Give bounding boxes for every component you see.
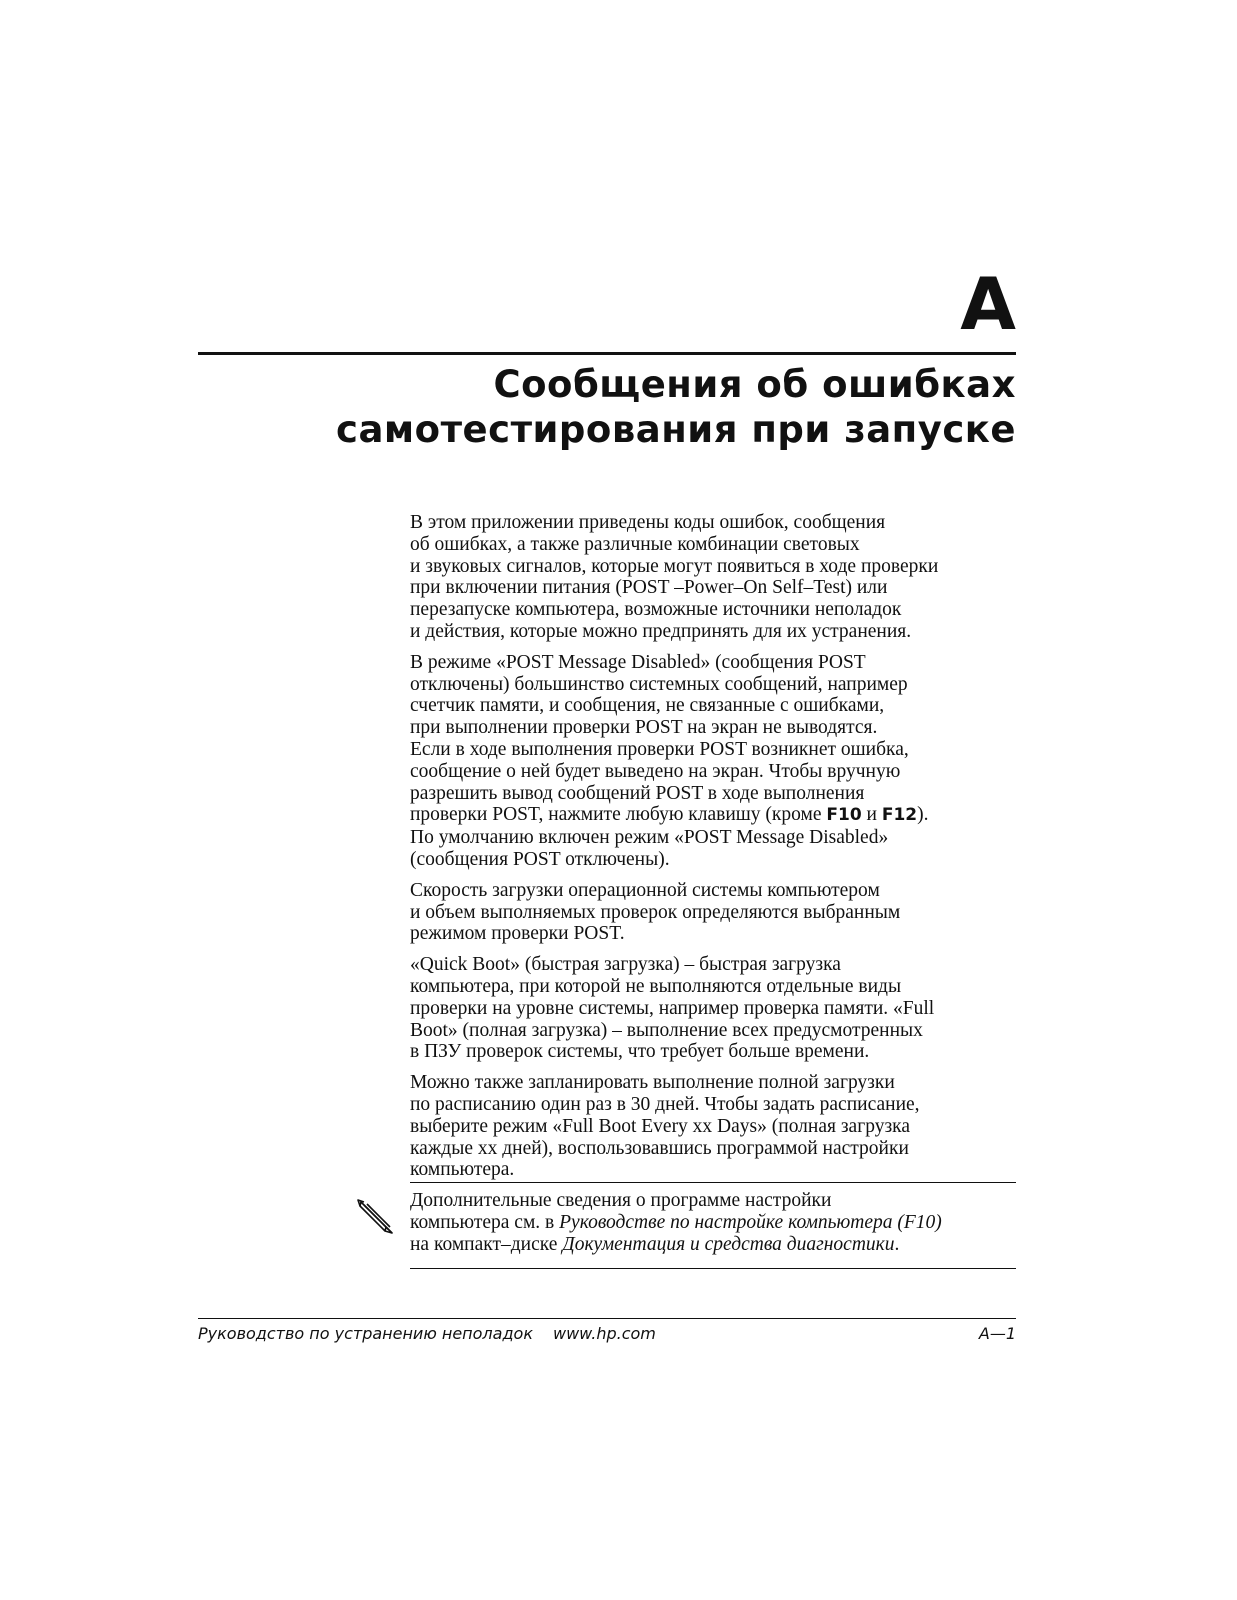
footer-book-title: Руководство по устранению неполадок bbox=[198, 1324, 533, 1343]
footer-rule bbox=[198, 1318, 1016, 1319]
text-line: выберите режим «Full Boot Every xx Days» (полная загрузка bbox=[410, 1115, 910, 1137]
text-line: режимом проверки POST. bbox=[410, 923, 625, 945]
text-fragment: и bbox=[861, 804, 882, 826]
text-fragment: на компакт–диске bbox=[410, 1233, 563, 1255]
chapter-rule bbox=[198, 352, 1016, 355]
text-line: счетчик памяти, и сообщения, не связанные с ошибками, bbox=[410, 695, 885, 717]
note-line bbox=[410, 1212, 1020, 1234]
paragraph-post-message bbox=[410, 652, 1020, 871]
text-line: и объем выполняемых проверок определяются выбранным bbox=[410, 901, 901, 923]
chapter-title-line: самотестирования при запуске bbox=[336, 408, 1016, 451]
note-top-rule bbox=[410, 1182, 1016, 1183]
text-line-keys bbox=[410, 804, 1020, 827]
key-f12: F12 bbox=[881, 805, 918, 826]
note-text bbox=[410, 1190, 1020, 1255]
text-fragment: компьютера см. в bbox=[410, 1211, 560, 1233]
text-line: В режиме «POST Message Disabled» (сообщения POST bbox=[410, 651, 866, 673]
text-line: Можно также запланировать выполнение полной загрузки bbox=[410, 1072, 895, 1094]
text-line: отключены) большинство системных сообщений, например bbox=[410, 673, 908, 695]
text-line: и действия, которые можно предпринять для их устранения. bbox=[410, 620, 912, 642]
text-fragment: ). bbox=[917, 804, 929, 826]
chapter-letter: A bbox=[960, 262, 1016, 346]
pencil-note-icon bbox=[356, 1196, 396, 1236]
text-line: при выполнении проверки POST на экран не выводятся. bbox=[410, 717, 878, 739]
cd-title: Документация и средства диагностики bbox=[562, 1233, 895, 1255]
footer-url: www.hp.com bbox=[553, 1324, 656, 1343]
text-fragment: проверки POST, нажмите любую клавишу (кроме bbox=[410, 804, 827, 826]
paragraph-boot-speed bbox=[410, 880, 1020, 945]
paragraph-intro bbox=[410, 512, 1020, 643]
note-line bbox=[410, 1234, 1020, 1256]
footer-page-number: A—1 bbox=[978, 1324, 1016, 1343]
text-line: «Quick Boot» (быстрая загрузка) – быстрая загрузка bbox=[410, 954, 841, 976]
text-line: при включении питания (POST –Power–On Self–Test) или bbox=[410, 577, 888, 599]
text-line: перезапуске компьютера, возможные источники неполадок bbox=[410, 599, 902, 621]
text-line: и звуковых сигналов, которые могут появиться в ходе проверки bbox=[410, 555, 939, 577]
chapter-title bbox=[336, 362, 1016, 452]
key-f10: F10 bbox=[826, 805, 862, 826]
text-line: сообщение о ней будет выведено на экран. Чтобы вручную bbox=[410, 760, 901, 782]
setup-guide-title: Руководстве по настройке компьютера (F10) bbox=[559, 1211, 942, 1233]
text-line: компьютера, при которой не выполняются отдельные виды bbox=[410, 975, 902, 997]
text-line: компьютера. bbox=[410, 1159, 515, 1181]
text-line: проверки на уровне системы, например проверка памяти. «Full bbox=[410, 997, 935, 1019]
text-line: в ПЗУ проверок системы, что требует больше времени. bbox=[410, 1041, 870, 1063]
chapter-title-line: Сообщения об ошибках bbox=[493, 363, 1016, 406]
text-line: В этом приложении приведены коды ошибок, сообщения bbox=[410, 512, 886, 533]
text-line: Скорость загрузки операционной системы компьютером bbox=[410, 879, 880, 901]
note-line: Дополнительные сведения о программе настройки bbox=[410, 1190, 832, 1211]
text-fragment: . bbox=[894, 1233, 900, 1255]
paragraph-schedule bbox=[410, 1072, 1020, 1181]
text-line: разрешить вывод сообщений POST в ходе выполнения bbox=[410, 782, 865, 804]
paragraph-boot-modes bbox=[410, 954, 1020, 1063]
body-text bbox=[410, 512, 1020, 1190]
text-line: Boot» (полная загрузка) – выполнение всех предусмотренных bbox=[410, 1019, 923, 1041]
note-bottom-rule bbox=[410, 1268, 1016, 1269]
text-line: по расписанию один раз в 30 дней. Чтобы задать расписание, bbox=[410, 1093, 920, 1115]
text-line: об ошибках, а также различные комбинации световых bbox=[410, 533, 860, 555]
text-line: Если в ходе выполнения проверки POST возникнет ошибка, bbox=[410, 738, 909, 760]
text-line: каждые xx дней), воспользовавшись программой настройки bbox=[410, 1137, 909, 1159]
text-line: По умолчанию включен режим «POST Message Disabled» bbox=[410, 827, 889, 849]
text-line: (сообщения POST отключены). bbox=[410, 848, 670, 870]
